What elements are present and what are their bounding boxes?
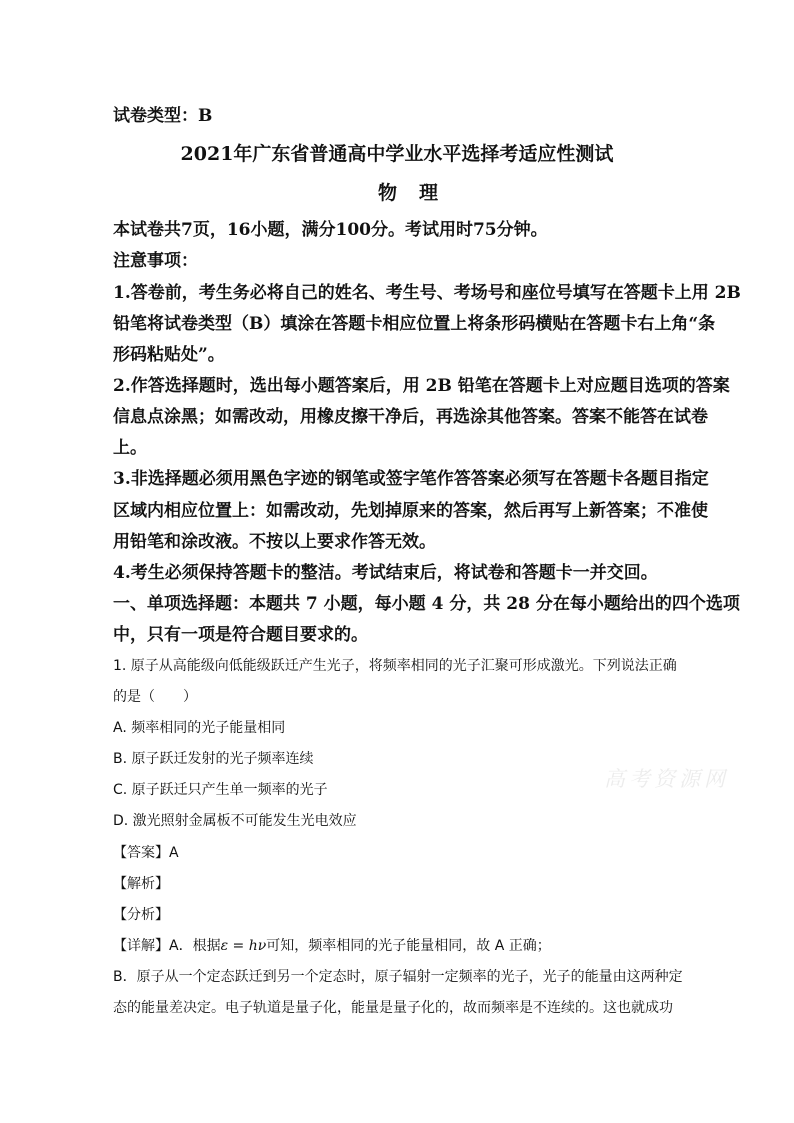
energy-formula: ε = hν: [220, 938, 267, 954]
option-c: C. 原子跃迁只产生单一频率的光子: [113, 782, 328, 798]
notice-line: 信息点涂黑；如需改动，用橡皮擦干净后，再选涂其他答案。答案不能答在试卷: [113, 407, 708, 427]
section-heading-line: 中，只有一项是符合题目要求的。: [113, 625, 368, 645]
answer-label: 【答案】A: [113, 845, 179, 861]
notice-line: 2.作答选择题时，选出每小题答案后，用 2B 铅笔在答题卡上对应题目选项的答案: [113, 376, 730, 396]
question-line: 的是（ ）: [113, 689, 197, 705]
paper-type: 试卷类型：B: [113, 106, 213, 126]
fenxi-label: 【分析】: [113, 907, 169, 923]
option-b: B. 原子跃迁发射的光子频率连续: [113, 751, 314, 767]
notice-line: 用铅笔和涂改液。不按以上要求作答无效。: [113, 532, 436, 552]
notice-line: 区域内相应位置上：如需改动，先划掉原来的答案，然后再写上新答案；不准使: [113, 501, 708, 521]
exam-info: 本试卷共7页，16小题，满分100分。考试用时75分钟。: [113, 220, 548, 240]
notice-line: 3.非选择题必须用黑色字迹的钢笔或签字笔作答答案必须写在答题卡各题目指定: [113, 469, 709, 489]
detail-line: B．原子从一个定态跃迁到另一个定态时，原子辐射一定频率的光子，光子的能量由这两种定: [113, 969, 683, 985]
notice-heading: 注意事项：: [113, 251, 198, 271]
subject-title: 物理: [377, 182, 460, 204]
analysis-label: 【解析】: [113, 876, 169, 892]
exam-title: 2021年广东省普通高中学业水平选择考适应性测试: [180, 143, 614, 165]
notice-line: 形码粘贴处”。: [113, 345, 225, 365]
detail-prefix: 【详解】A．根据: [113, 938, 221, 954]
detail-suffix: 可知，频率相同的光子能量相同，故 A 正确；: [266, 938, 551, 954]
notice-line: 上。: [113, 438, 147, 458]
section-heading-line: 一、单项选择题：本题共 7 小题，每小题 4 分，共 28 分在每小题给出的四个选项: [113, 594, 740, 614]
detail-line: [113, 935, 551, 955]
notice-line: 4.考生必须保持答题卡的整洁。考试结束后，将试卷和答题卡一并交回。: [113, 563, 658, 583]
watermark: 高考资源网: [604, 767, 729, 791]
question-line: 1. 原子从高能级向低能级跃迁产生光子，将频率相同的光子汇聚可形成激光。下列说法正确: [113, 658, 677, 674]
notice-line: 铅笔将试卷类型（B）填涂在答题卡相应位置上将条形码横贴在答题卡右上角“条: [113, 314, 716, 334]
option-d: D. 激光照射金属板不可能发生光电效应: [113, 813, 357, 829]
option-a: A. 频率相同的光子能量相同: [113, 720, 286, 736]
detail-line: 态的能量差决定。电子轨道是量子化，能量是量子化的，故而频率是不连续的。这也就成功: [113, 1000, 673, 1016]
notice-line: 1.答卷前，考生务必将自己的姓名、考生号、考场号和座位号填写在答题卡上用 2B: [113, 283, 741, 303]
